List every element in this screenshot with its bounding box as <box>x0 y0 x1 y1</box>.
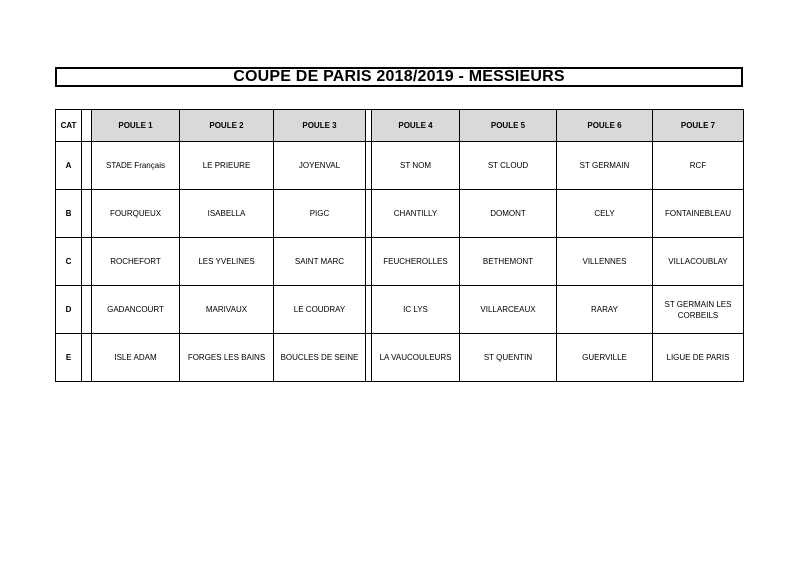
table-row <box>56 334 744 382</box>
club-cell: ISABELLA <box>180 190 274 238</box>
poules-table <box>55 109 744 382</box>
table-row <box>56 142 744 190</box>
gap-column <box>82 142 92 190</box>
poule-header: POULE 3 <box>274 110 366 142</box>
club-cell: IC LYS <box>372 286 460 334</box>
cat-cell: A <box>56 142 82 190</box>
club-cell: FORGES LES BAINS <box>180 334 274 382</box>
club-cell: VILLENNES <box>557 238 653 286</box>
club-cell: CHANTILLY <box>372 190 460 238</box>
club-cell: PIGC <box>274 190 366 238</box>
cat-header: CAT <box>56 110 82 142</box>
poule-header: POULE 4 <box>372 110 460 142</box>
gap-column <box>82 238 92 286</box>
poule-header: POULE 2 <box>180 110 274 142</box>
club-cell: ST QUENTIN <box>460 334 557 382</box>
gap-column <box>82 286 92 334</box>
club-cell: ST GERMAIN LES CORBEILS <box>653 286 744 334</box>
page-title: COUPE DE PARIS 2018/2019 - MESSIEURS <box>233 68 565 85</box>
club-cell: LE COUDRAY <box>274 286 366 334</box>
club-cell: LES YVELINES <box>180 238 274 286</box>
club-cell: FEUCHEROLLES <box>372 238 460 286</box>
club-cell: DOMONT <box>460 190 557 238</box>
club-cell: LE PRIEURE <box>180 142 274 190</box>
cat-cell: D <box>56 286 82 334</box>
club-cell: CELY <box>557 190 653 238</box>
club-cell: ST NOM <box>372 142 460 190</box>
club-cell: STADE Français <box>92 142 180 190</box>
club-cell: RCF <box>653 142 744 190</box>
poule-header: POULE 7 <box>653 110 744 142</box>
club-cell: MARIVAUX <box>180 286 274 334</box>
table-row <box>56 190 744 238</box>
club-cell: GUERVILLE <box>557 334 653 382</box>
cat-cell: E <box>56 334 82 382</box>
club-cell: FOURQUEUX <box>92 190 180 238</box>
club-cell: JOYENVAL <box>274 142 366 190</box>
title-box <box>55 67 743 87</box>
club-cell: RARAY <box>557 286 653 334</box>
club-cell: VILLARCEAUX <box>460 286 557 334</box>
table-row <box>56 286 744 334</box>
gap-column <box>82 190 92 238</box>
club-cell: BETHEMONT <box>460 238 557 286</box>
header-row <box>56 110 744 142</box>
club-cell: SAINT MARC <box>274 238 366 286</box>
club-cell: ISLE ADAM <box>92 334 180 382</box>
club-cell: VILLACOUBLAY <box>653 238 744 286</box>
club-cell: LA VAUCOULEURS <box>372 334 460 382</box>
club-cell: FONTAINEBLEAU <box>653 190 744 238</box>
club-cell: ST GERMAIN <box>557 142 653 190</box>
club-cell: ST CLOUD <box>460 142 557 190</box>
cat-cell: C <box>56 238 82 286</box>
poule-header: POULE 5 <box>460 110 557 142</box>
poule-header: POULE 1 <box>92 110 180 142</box>
club-cell: BOUCLES DE SEINE <box>274 334 366 382</box>
gap-column <box>82 334 92 382</box>
gap-column <box>82 110 92 142</box>
cat-cell: B <box>56 190 82 238</box>
club-cell: GADANCOURT <box>92 286 180 334</box>
club-cell: ROCHEFORT <box>92 238 180 286</box>
poule-header: POULE 6 <box>557 110 653 142</box>
club-cell: LIGUE DE PARIS <box>653 334 744 382</box>
table-row <box>56 238 744 286</box>
